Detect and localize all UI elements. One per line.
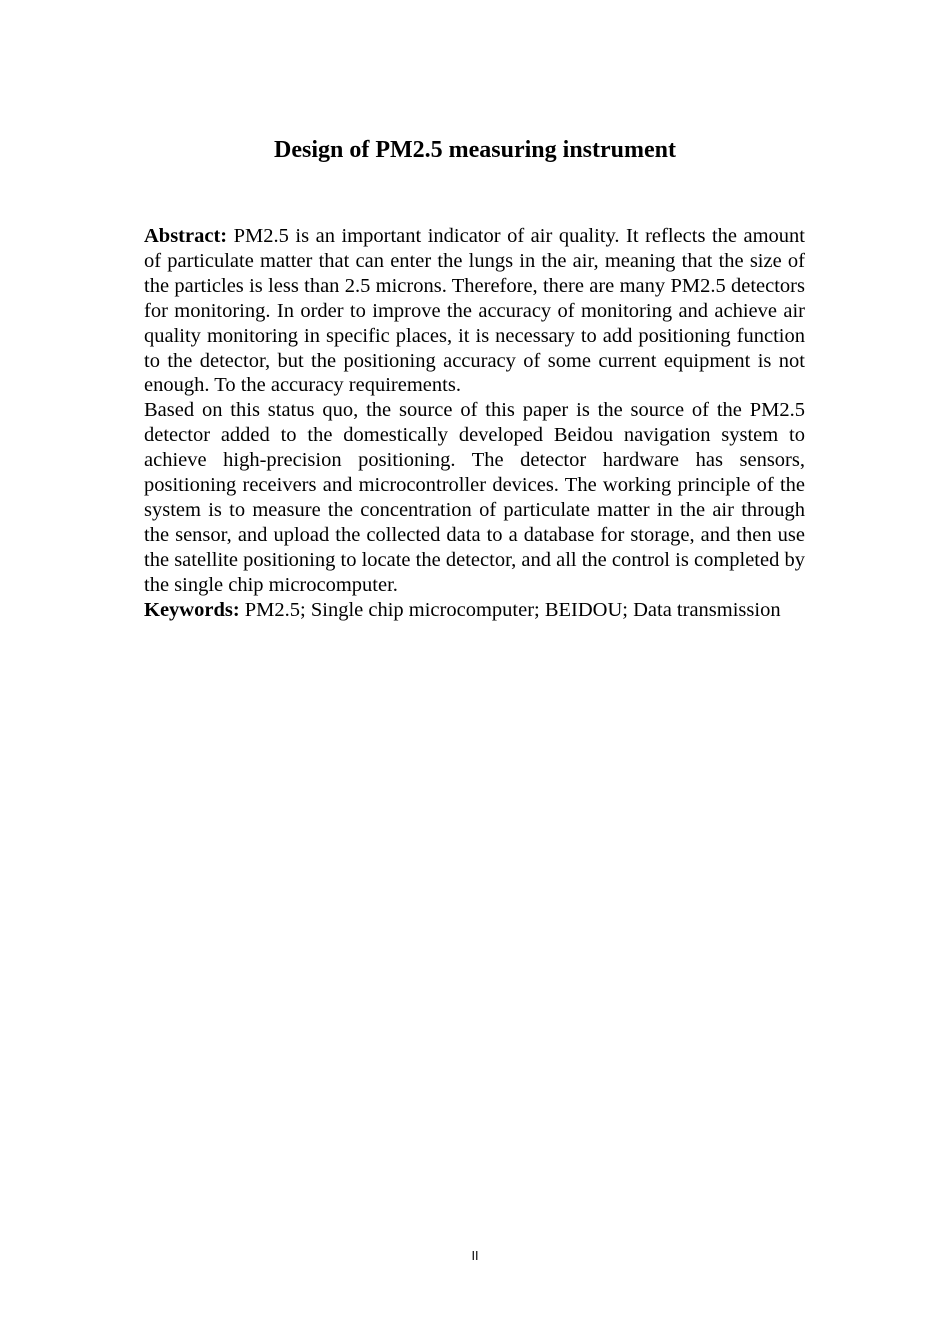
abstract-text-1: PM2.5 is an important indicator of air quality. It reflects the amount of particulate matter that can enter the lungs in the air, meaning that the size of the particles is less than 2.5 microns. Therefore, there are many PM2.5 detectors for monitoring. In order to improve the accuracy of monitoring and achieve air quality monitoring in specific places, it is necessary to add positioning function to the detector, but the positioning accuracy of some current equipment is not enough. To the accuracy requirements.: [144, 225, 805, 397]
abstract-paragraph-2: Based on this status quo, the source of this paper is the source of the PM2.5 detector added to the domestically developed Beidou navigation system to achieve high-precision positioning. The detector hardware has sensors, positioning receivers and microcontroller devices. The working principle of the system is to measure the concentration of particulate matter in the air through the sensor, and upload the collected data to a database for storage, and then use the satellite positioning to locate the detector, and all the control is completed by the single chip microcomputer.: [144, 399, 805, 596]
keywords-text: PM2.5; Single chip microcomputer; BEIDOU; Data transmission: [239, 598, 781, 621]
page-number: II: [471, 1249, 479, 1263]
keywords-paragraph: [144, 598, 805, 623]
paper-title: Design of PM2.5 measuring instrument: [274, 137, 676, 163]
abstract-label: Abstract:: [144, 225, 228, 247]
keywords-label: Keywords:: [144, 598, 240, 621]
abstract-section: [144, 224, 805, 623]
abstract-paragraph-1: [144, 224, 805, 398]
